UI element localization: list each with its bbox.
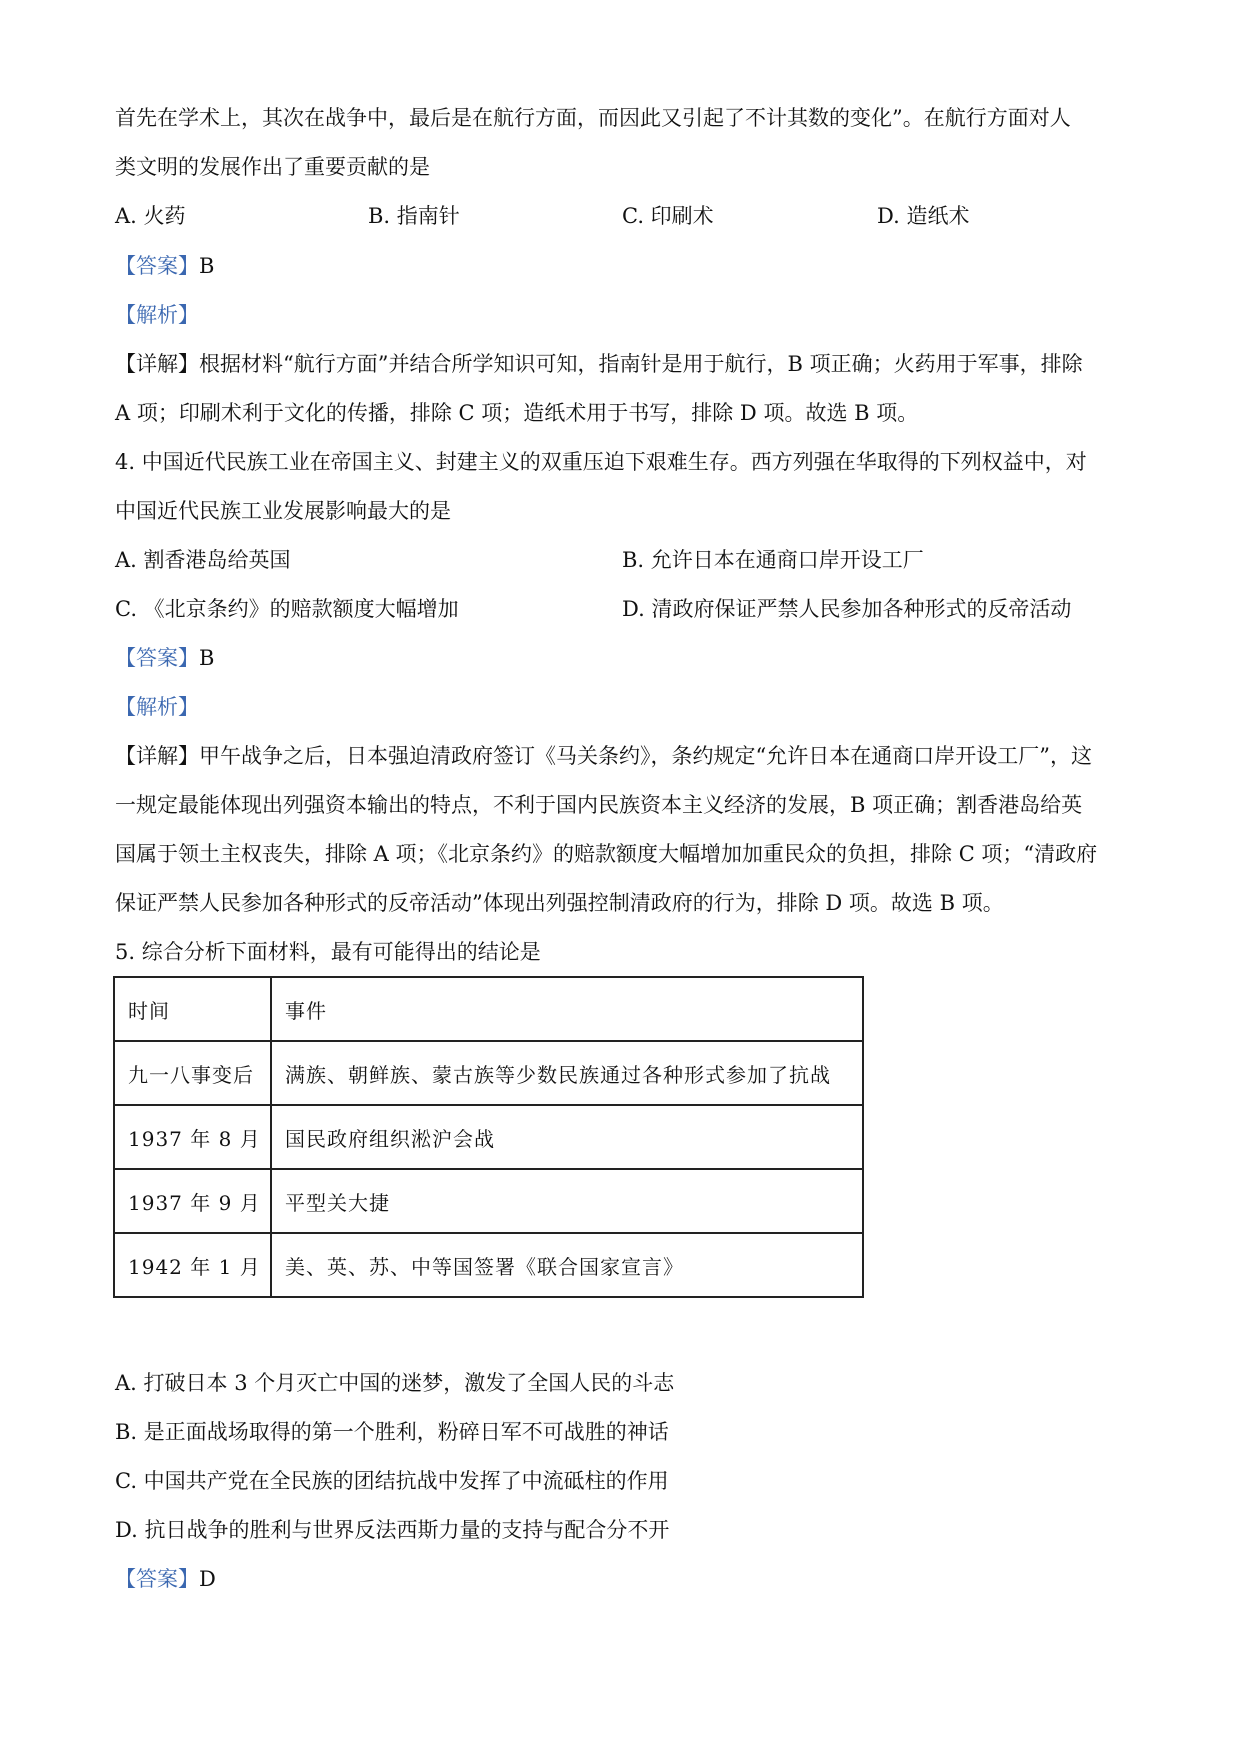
table-cell-time: 九一八事变后 <box>114 1041 271 1105</box>
q5-answer <box>115 1569 216 1590</box>
q5-option-b: B. 是正面战场取得的第一个胜利，粉碎日军不可战胜的神话 <box>115 1420 669 1444</box>
answer-value: D <box>199 1567 216 1591</box>
q4-option-d: D. 清政府保证严禁人民参加各种形式的反帝活动 <box>622 597 1072 621</box>
q4-stem-line-1: 4. 中国近代民族工业在帝国主义、封建主义的双重压迫下艰难生存。西方列强在华取得的下列权益中，对 <box>115 450 1087 474</box>
q4-option-c: C. 《北京条约》的赔款额度大幅增加 <box>115 597 459 621</box>
q3-detail-line-1: 【详解】根据材料“航行方面”并结合所学知识可知，指南针是用于航行，B 项正确；火药用于军事，排除 <box>115 352 1083 376</box>
table-cell-event: 满族、朝鲜族、蒙古族等少数民族通过各种形式参加了抗战 <box>271 1041 863 1105</box>
answer-tag: 【答案】 <box>115 1567 199 1591</box>
q3-option-d: D. 造纸术 <box>877 204 970 228</box>
table-cell-time: 1937 年 9 月 <box>114 1169 271 1233</box>
q3-answer <box>115 256 214 277</box>
table-cell-event: 国民政府组织淞沪会战 <box>271 1105 863 1169</box>
answer-value: B <box>199 646 215 670</box>
q5-option-d: D. 抗日战争的胜利与世界反法西斯力量的支持与配合分不开 <box>115 1518 670 1542</box>
table-row <box>114 1105 863 1169</box>
table-header-time: 时间 <box>114 977 271 1041</box>
q4-option-a: A. 割香港岛给英国 <box>115 548 291 572</box>
q3-option-c: C. 印刷术 <box>622 204 714 228</box>
table-row <box>114 1041 863 1105</box>
q4-answer <box>115 648 214 669</box>
table-cell-time: 1942 年 1 月 <box>114 1233 271 1297</box>
q4-stem-line-2: 中国近代民族工业发展影响最大的是 <box>115 499 451 523</box>
table-row <box>114 1233 863 1297</box>
table-cell-time: 1937 年 8 月 <box>114 1105 271 1169</box>
q5-option-a: A. 打破日本 3 个月灭亡中国的迷梦，激发了全国人民的斗志 <box>115 1371 675 1395</box>
answer-value: B <box>199 254 215 278</box>
q3-stem-line-2: 类文明的发展作出了重要贡献的是 <box>115 155 430 179</box>
q3-option-a: A. 火药 <box>115 204 186 228</box>
q4-option-b: B. 允许日本在通商口岸开设工厂 <box>622 548 924 572</box>
q3-stem-line-1: 首先在学术上，其次在战争中，最后是在航行方面，而因此又引起了不计其数的变化”。在航行方面对人 <box>115 106 1071 130</box>
q5-option-c: C. 中国共产党在全民族的团结抗战中发挥了中流砥柱的作用 <box>115 1469 669 1493</box>
q4-detail-line-2: 一规定最能体现出列强资本输出的特点，不利于国内民族资本主义经济的发展，B 项正确；割香港岛给英 <box>115 793 1083 817</box>
q4-detail-line-3: 国属于领土主权丧失，排除 A 项；《北京条约》的赔款额度大幅增加加重民众的负担，排除 C 项；“清政府 <box>115 842 1098 866</box>
table-cell-event: 美、英、苏、中等国签署《联合国家宣言》 <box>271 1233 863 1297</box>
q4-analysis-tag: 【解析】 <box>115 695 199 719</box>
answer-tag: 【答案】 <box>115 646 199 670</box>
table-cell-event: 平型关大捷 <box>271 1169 863 1233</box>
events-table <box>113 976 864 1298</box>
q3-detail-line-2: A 项；印刷术利于文化的传播，排除 C 项；造纸术用于书写，排除 D 项。故选 B 项。 <box>115 401 919 425</box>
table-header-row <box>114 977 863 1041</box>
table-row <box>114 1169 863 1233</box>
q4-detail-line-1: 【详解】甲午战争之后，日本强迫清政府签订《马关条约》，条约规定“允许日本在通商口岸开设工厂”，这 <box>115 744 1092 768</box>
answer-tag: 【答案】 <box>115 254 199 278</box>
q4-detail-line-4: 保证严禁人民参加各种形式的反帝活动”体现出列强控制清政府的行为，排除 D 项。故选 B 项。 <box>115 891 1004 915</box>
q3-analysis-tag: 【解析】 <box>115 303 199 327</box>
q5-stem: 5. 综合分析下面材料，最有可能得出的结论是 <box>115 940 541 964</box>
q3-option-b: B. 指南针 <box>368 204 460 228</box>
table-header-event: 事件 <box>271 977 863 1041</box>
